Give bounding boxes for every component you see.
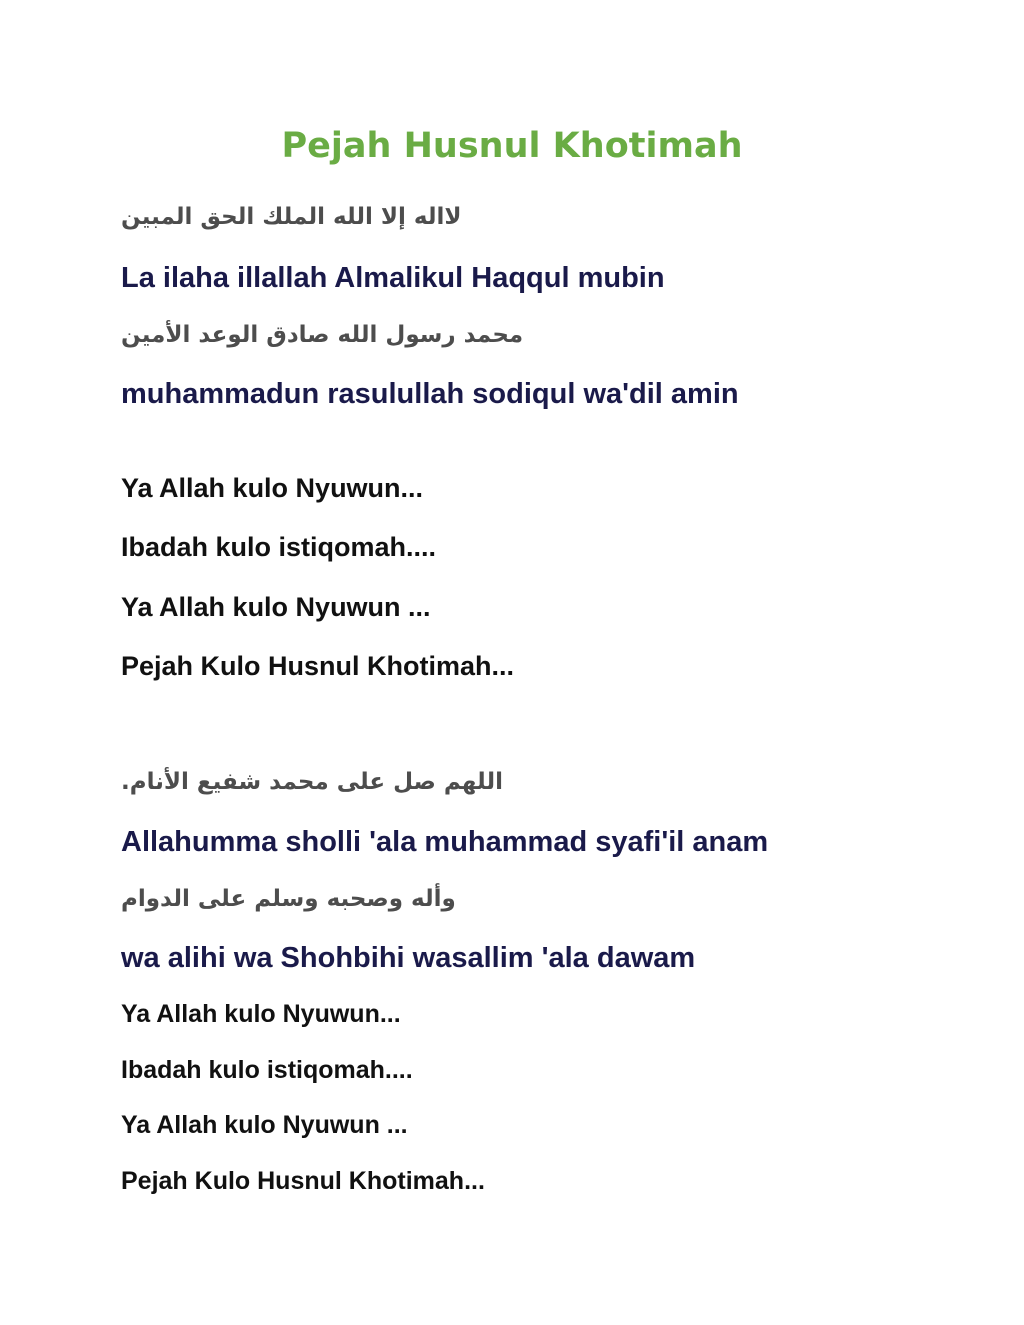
verse2-latin-line-2: wa alihi wa Shohbihi wasallim 'ala dawam xyxy=(121,942,696,974)
chorus2-line-3: Ya Allah kulo Nyuwun ... xyxy=(121,1111,408,1139)
chorus2-line-2: Ibadah kulo istiqomah.... xyxy=(121,1056,413,1084)
chorus2-line-1: Ya Allah kulo Nyuwun... xyxy=(121,1000,401,1028)
verse2-latin-line-1: Allahumma sholli 'ala muhammad syafi'il anam xyxy=(121,826,769,858)
verse1-latin-line-1: La ilaha illallah Almalikul Haqqul mubin xyxy=(121,262,665,294)
chorus1-line-2: Ibadah kulo istiqomah.... xyxy=(121,532,437,562)
chorus1-line-1: Ya Allah kulo Nyuwun... xyxy=(121,473,424,503)
verse1-arabic-line-1: لااله إلا الله الملك الحق المبين xyxy=(121,204,462,230)
chorus1-line-3: Ya Allah kulo Nyuwun ... xyxy=(121,592,431,622)
page-title: Pejah Husnul Khotimah xyxy=(281,126,743,166)
chorus2-line-4: Pejah Kulo Husnul Khotimah... xyxy=(121,1167,485,1195)
verse1-latin-line-2: muhammadun rasulullah sodiqul wa'dil amin xyxy=(121,378,739,410)
verse2-arabic-line-2: وأله وصحبه وسلم على الدوام xyxy=(121,886,456,912)
verse2-arabic-line-1: اللهم صل على محمد شفيع الأنام. xyxy=(121,769,503,795)
chorus1-line-4: Pejah Kulo Husnul Khotimah... xyxy=(121,651,515,681)
verse1-arabic-line-2: محمد رسول الله صادق الوعد الأمين xyxy=(121,322,524,348)
